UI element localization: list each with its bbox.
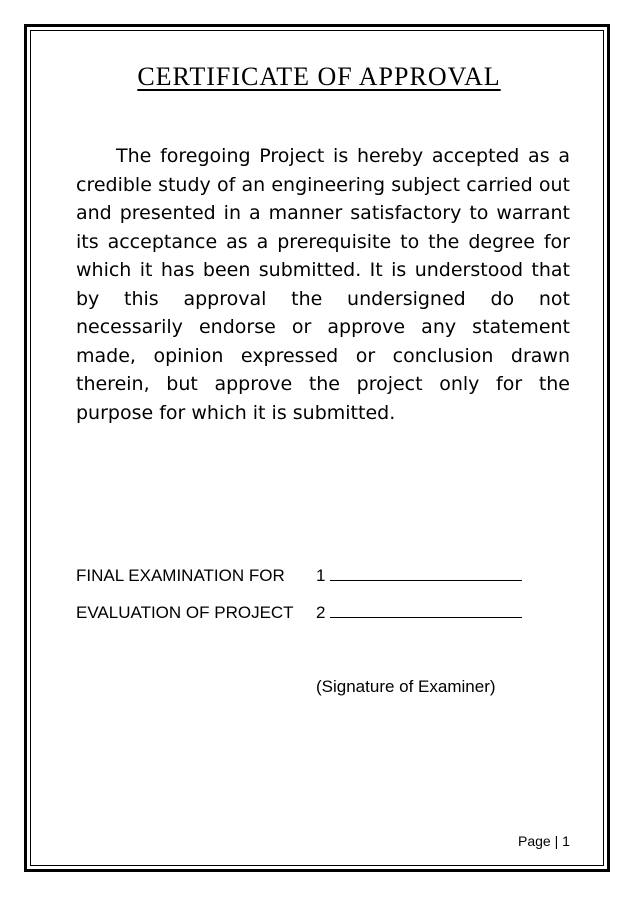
examination-label: EVALUATION OF PROJECT bbox=[76, 603, 294, 622]
examination-label: FINAL EXAMINATION FOR bbox=[76, 566, 285, 585]
signature-line bbox=[330, 566, 522, 581]
certificate-title: CERTIFICATE OF APPROVAL bbox=[137, 62, 501, 91]
examination-row-2 bbox=[76, 603, 522, 623]
signature-line bbox=[330, 603, 522, 618]
examiner-number: 1 bbox=[316, 566, 326, 585]
page-number: Page | 1 bbox=[518, 833, 570, 849]
examination-row-1 bbox=[76, 566, 522, 586]
signature-caption: (Signature of Examiner) bbox=[316, 677, 496, 696]
certificate-body: The foregoing Project is hereby accepted as a credible study of an engineering subject carried out and presented in a manner satisfactory to warrant its acceptance as a prerequisite to the degree for which it has been submitted. It is understood that by this approval the undersigned do not necessarily endorse or approve any statement made, opinion expressed or conclusion drawn therein, but approve the project only for the purpose for which it is submitted. bbox=[76, 145, 570, 424]
examiner-number: 2 bbox=[316, 603, 326, 622]
